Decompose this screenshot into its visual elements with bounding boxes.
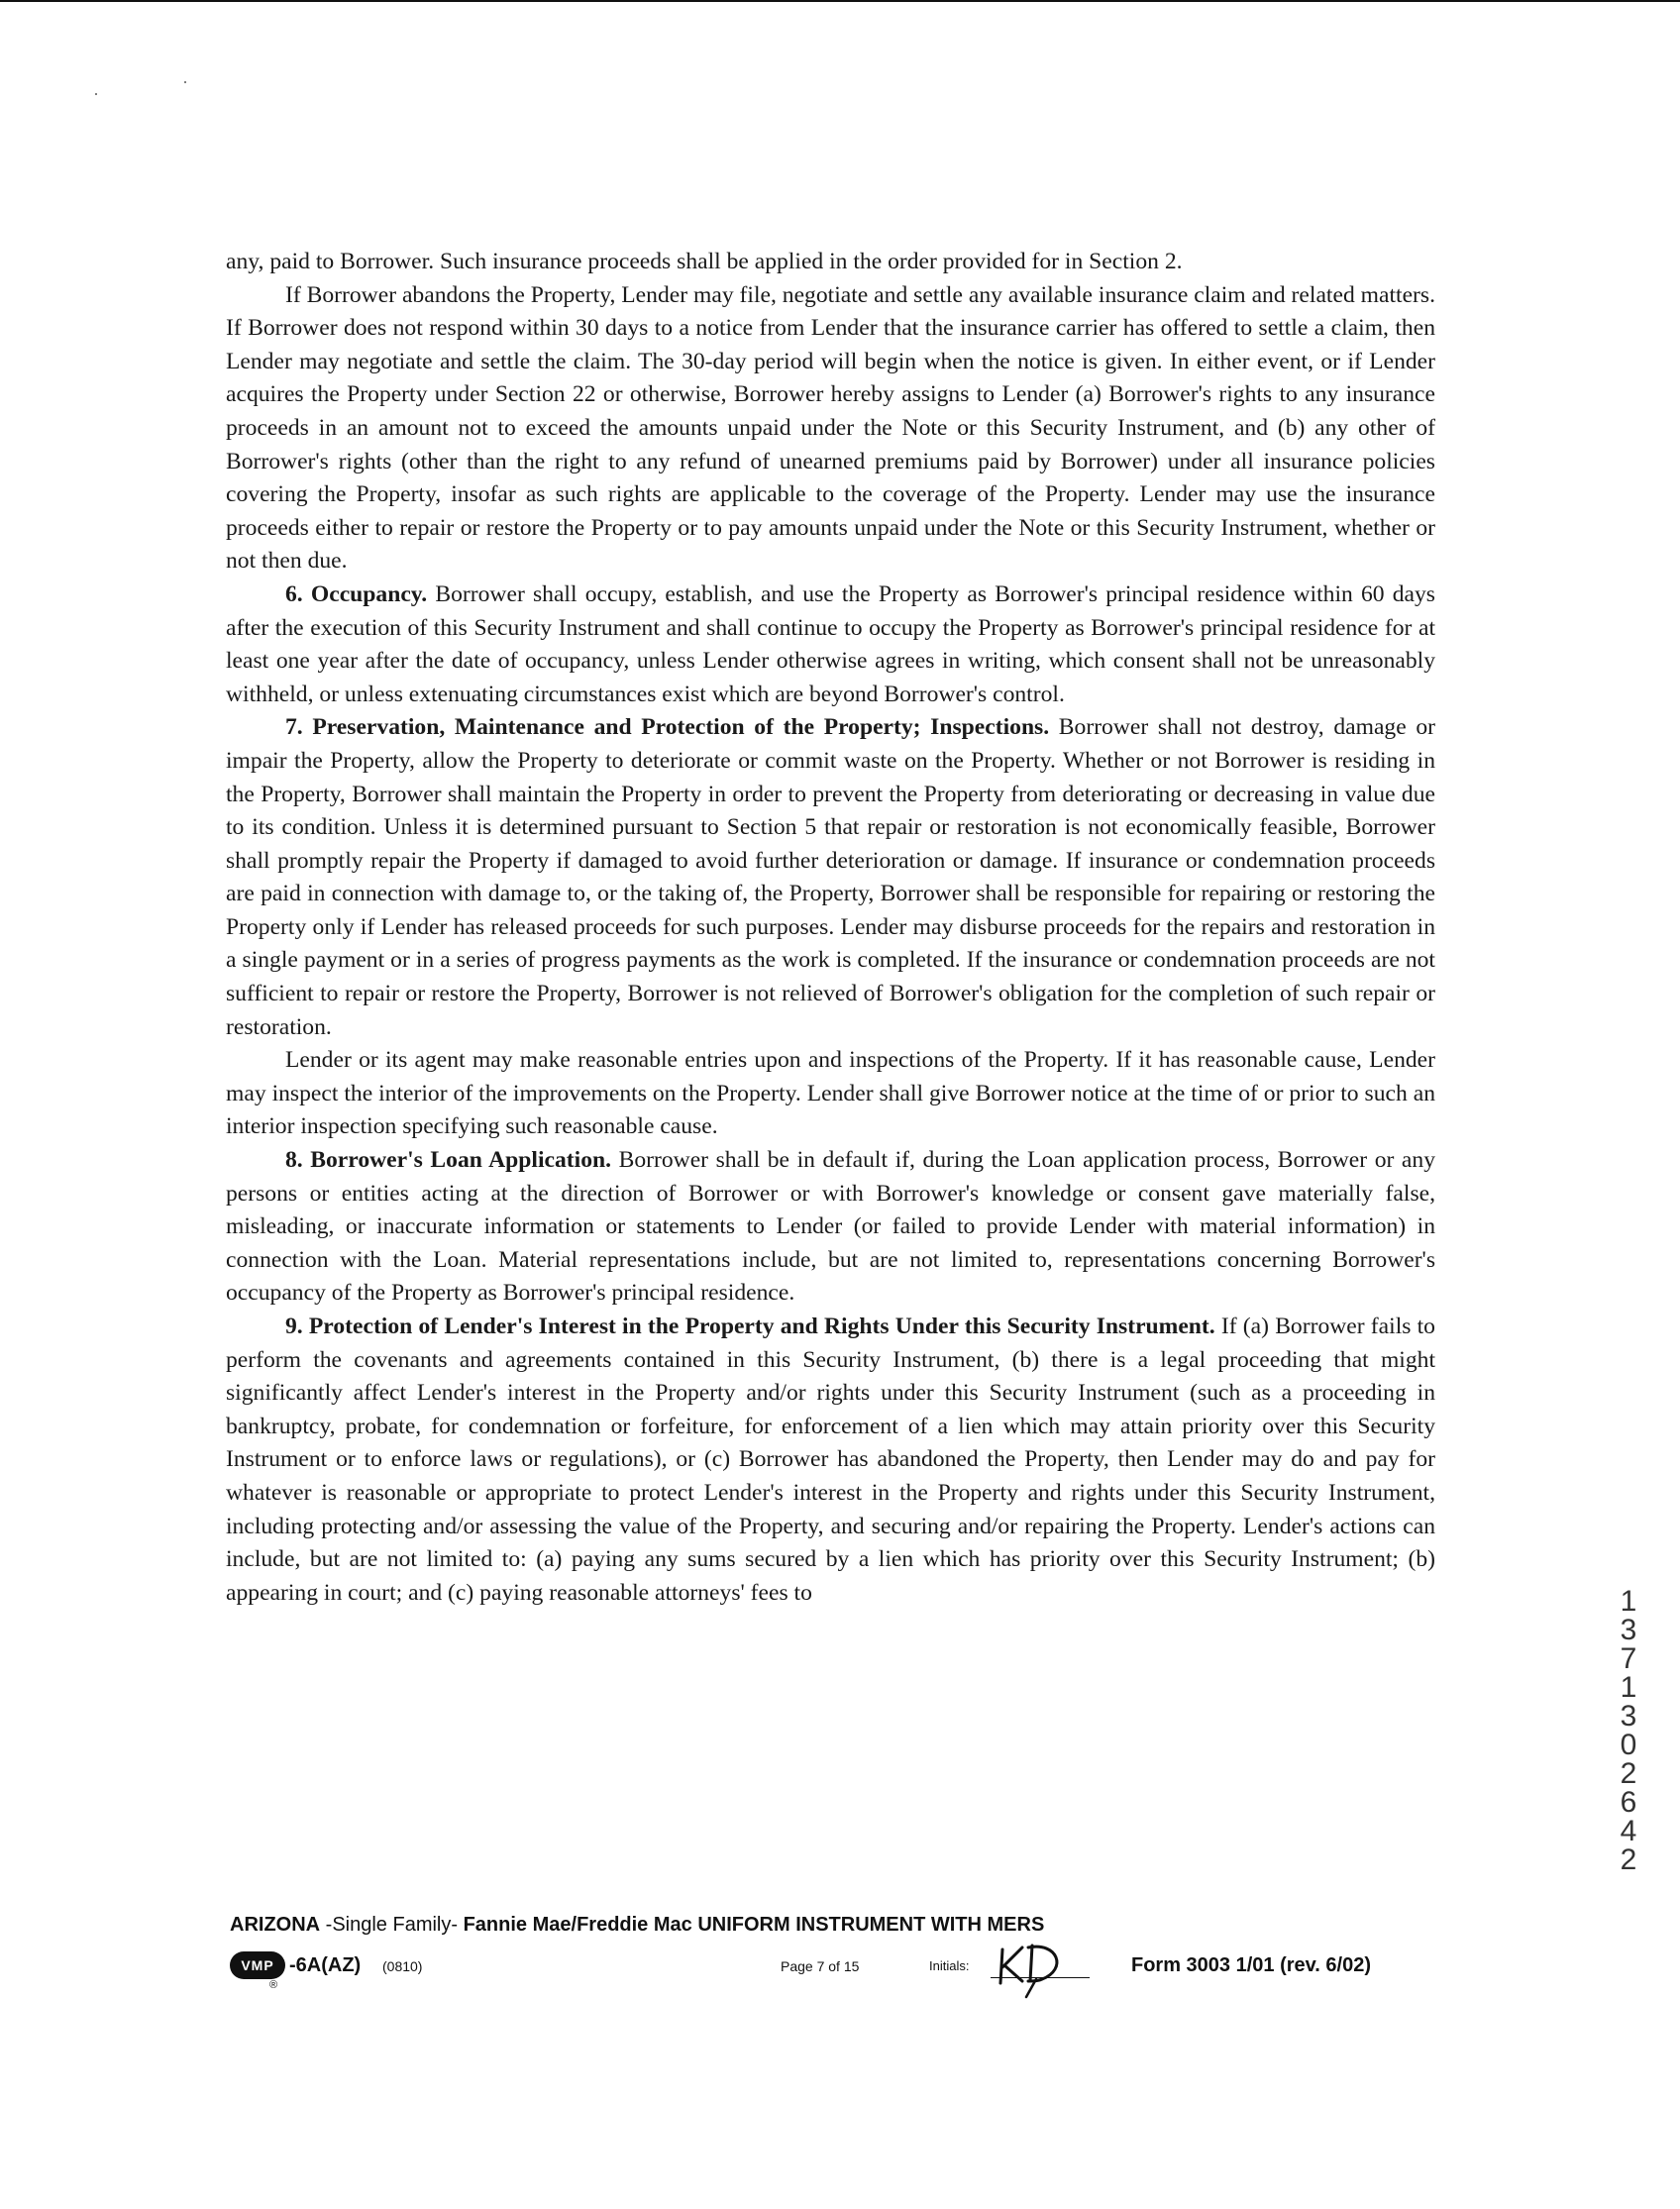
document-body (226, 246, 1435, 1610)
initials-signature (993, 1922, 1074, 2003)
paragraph-text: Borrower shall occupy, establish, and use the Property as Borrower's principal residence within 60 days after the execution of this Security Instrument and shall continue to occupy the Property as Borrower's principal residence for at least one year after the date of occupancy, unless Lender otherwise agrees in writing, which consent shall not be unreasonably withheld, or unless extenuating circumstances exist which are beyond Borrower's control. (226, 580, 1435, 707)
paragraph-occupancy (226, 579, 1435, 711)
paragraph (226, 1044, 1435, 1144)
paragraph-text: Borrower shall not destroy, damage or impair the Property, allow the Property to deteriorate or commit waste on the Property. Whether or not Borrower is residing in the Property, Borrower shall maintain the Property in order to prevent the Property from deteriorating or decreasing in value due to its condition. Unless it is determined pursuant to Section 5 that repair or restoration is not economically feasible, Borrower shall promptly repair the Property if damaged to avoid further deterioration or damage. If insurance or condemnation proceeds are paid in connection with damage to, or the taking of, the Property, Borrower shall be responsible for repairing or restoring the Property only if Lender has released proceeds for such purposes. Lender may disburse proceeds for the repairs and restoration in a single payment or in a series of progress payments as the work is completed. If the insurance or condemnation proceeds are not sufficient to repair or restore the Property, Borrower is not relieved of Borrower's obligation for the completion of such repair or restoration. (226, 714, 1435, 1040)
form-date-code: (0810) (382, 1958, 423, 1974)
section-heading: 8. Borrower's Loan Application. (285, 1147, 612, 1174)
initials-label: Initials: (929, 1958, 970, 1973)
section-heading: 7. Preservation, Maintenance and Protection of the Property; Inspections. (285, 714, 1050, 741)
scan-speck (95, 93, 97, 95)
section-heading: 6. Occupancy. (285, 580, 428, 607)
paragraph-loan-application (226, 1144, 1435, 1311)
paragraph-text: Lender or its agent may make reasonable entries upon and inspections of the Property. If it has reasonable cause, Lender may inspect the interior of the improvements on the Property. Lender shall give Borrower notice at the time of or prior to such an interior inspection specifying such reasonable cause. (226, 1047, 1435, 1140)
paragraph (226, 279, 1435, 579)
paragraph-text: any, paid to Borrower. Such insurance proceeds shall be applied in the order provided for in Section 2. (226, 249, 1183, 274)
form-number: Form 3003 1/01 (rev. 6/02) (1131, 1954, 1371, 1976)
section-heading: 9. Protection of Lender's Interest in the Property and Rights Under this Security Instrument. (285, 1314, 1215, 1339)
form-title-line (230, 1914, 1044, 1937)
footer-state: ARIZONA (230, 1914, 321, 1936)
paragraph-text: If (a) Borrower fails to perform the covenants and agreements contained in this Security Instrument, (b) there is a legal proceeding that might significantly affect Lender's interest in the Property and/or rights under this Security Instrument (such as a proceeding in bankruptcy, probate, for condemnation or forfeiture, for enforcement of a lien which may attain priority over this Security Instrument or to enforce laws or regulations), or (c) Borrower has abandoned the Property, then Lender may do and pay for whatever is reasonable or appropriate to protect Lender's interest in the Property and rights under this Security Instrument, including protecting and/or assessing the value of the Property, and securing and/or repairing the Property. Lender's actions can include, but are not limited to: (a) paying any sums secured by a lien which has priority over this Security Instrument; (b) appearing in court; and (c) paying reasonable attorneys' fees to (226, 1314, 1435, 1606)
scan-speck (184, 81, 186, 83)
paragraph-text: Borrower shall be in default if, during the Loan application process, Borrower or any persons or entities acting at the direction of Borrower or with Borrower's knowledge or consent gave materially false, misleading, or inaccurate information or statements to Lender (or failed to provide Lender with material information) in connection with the Loan. Material representations include, but are not limited to, representations concerning Borrower's occupancy of the Property as Borrower's principal residence. (226, 1147, 1435, 1307)
paragraph-preservation (226, 711, 1435, 1044)
page-number: Page 7 of 15 (781, 1958, 860, 1974)
footer-instrument: UNIFORM INSTRUMENT WITH MERS (697, 1914, 1045, 1936)
footer-single-family: -Single Family- (325, 1914, 459, 1936)
paragraph-protection (226, 1311, 1435, 1610)
paragraph (226, 246, 1435, 279)
form-code: -6A(AZ) (289, 1954, 362, 1976)
vmp-logo: VMP (230, 1951, 285, 1979)
paragraph-text: If Borrower abandons the Property, Lender may file, negotiate and settle any available insurance claim and related matters. If Borrower does not respond within 30 days to a notice from Lender that the insurance carrier has offered to settle a claim, then Lender may negotiate and settle the claim. The 30-day period will begin when the notice is given. In either event, or if Lender acquires the Property under Section 22 or otherwise, Borrower hereby assigns to Lender (a) Borrower's rights to any insurance proceeds in an amount not to exceed the amounts unpaid under the Note or this Security Instrument, and (b) any other of Borrower's rights (other than the right to any refund of unearned premiums paid by Borrower) under all insurance policies covering the Property, insofar as such rights are applicable to the coverage of the Property. Lender may use the insurance proceeds either to repair or restore the Property or to pay amounts unpaid under the Note or this Security Instrument, whether or not then due. (226, 281, 1435, 575)
footer-fannie-freddie: Fannie Mae/Freddie Mac (463, 1914, 692, 1936)
top-edge-rule (0, 0, 1680, 2)
recording-number-stamp: 1371302642 (1620, 1585, 1637, 1876)
registered-mark: ® (269, 1979, 278, 1991)
